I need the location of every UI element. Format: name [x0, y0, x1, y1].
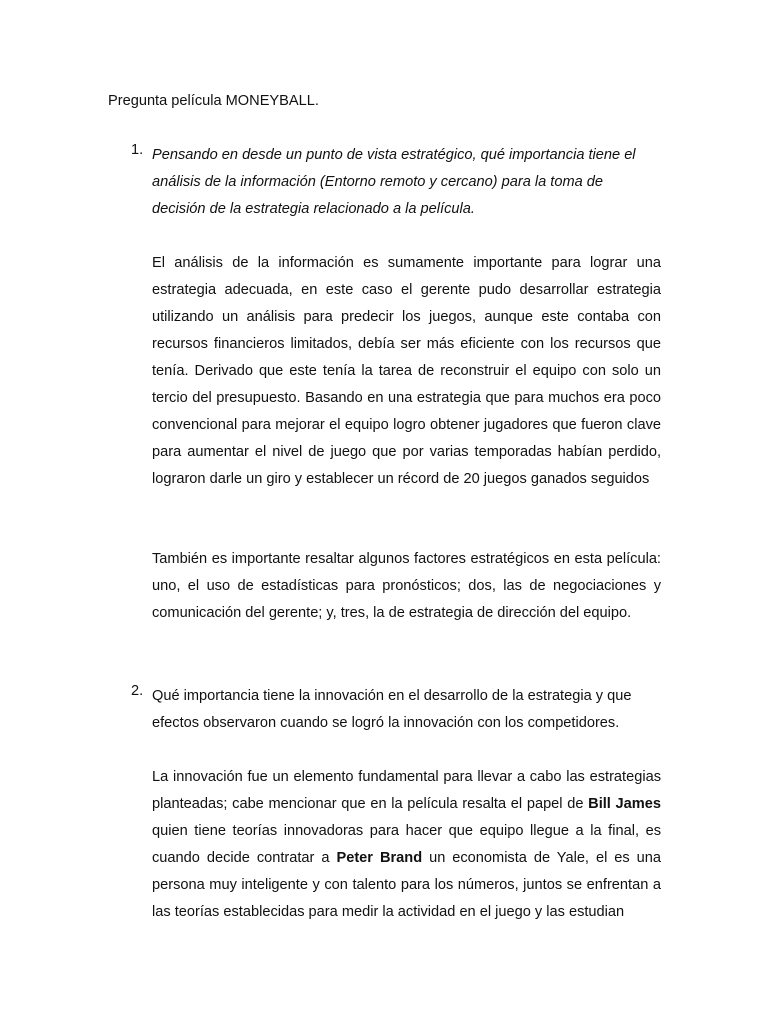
document-title: Pregunta película MONEYBALL.: [108, 93, 319, 109]
peter-brand-name: Peter Brand: [336, 850, 423, 866]
question-1-text: Pensando en desde un punto de vista estratégico, qué importancia tiene el análisis de la información (Entorno remoto y cercano) para la toma de decisión de la estrategia relacionado a la película.: [152, 147, 636, 217]
answer-2-text-3: un economista de Yale, el es una persona muy inteligente y con talento para los números, juntos se enfrentan a las teorías establecidas para medir la actividad en el juego y las estudian: [152, 850, 662, 920]
answer-2-paragraph: [152, 764, 661, 926]
answer-2-text-2: quien tiene teorías innovadoras para hacer que equipo llegue a la final, es cuando decide contratar a: [152, 823, 661, 866]
question-1-number: 1.: [131, 142, 144, 158]
question-2: [131, 683, 671, 737]
answer-1-paragraph-1: El análisis de la información es sumamente importante para lograr una estrategia adecuada, en este caso el gerente pudo desarrollar estrategia utilizando un análisis para predecir los juegos, aunque este contaba con recursos financieros limitados, debía ser más eficiente con los recursos que tenía. Derivado que este tenía la tarea de reconstruir el equipo con solo un tercio del presupuesto. Basando en una estrategia que para muchos era poco convencional para mejorar el equipo logro obtener jugadores que fueron clave para aumentar el nivel de juego que por varias temporadas habían perdido, lograron darle un giro y establecer un récord de 20 juegos ganados seguidos: [152, 255, 661, 487]
question-2-text: Qué importancia tiene la innovación en el desarrollo de la estrategia y que efectos observaron cuando se logró la innovación con los competidores.: [152, 688, 632, 731]
question-1: [131, 142, 671, 223]
bill-james-name: Bill James: [588, 796, 661, 812]
answer-1-paragraph-2: También es importante resaltar algunos factores estratégicos en esta película: uno, el uso de estadísticas para pronósticos; dos, las de negociaciones y comunicación del gerente; y, tres, la de estrategia de dirección del equipo.: [152, 551, 661, 621]
answer-2-text-1: La innovación fue un elemento fundamental para llevar a cabo las estrategias planteadas; cabe mencionar que en la película resalta el papel de: [152, 769, 661, 812]
question-2-number: 2.: [131, 683, 144, 699]
